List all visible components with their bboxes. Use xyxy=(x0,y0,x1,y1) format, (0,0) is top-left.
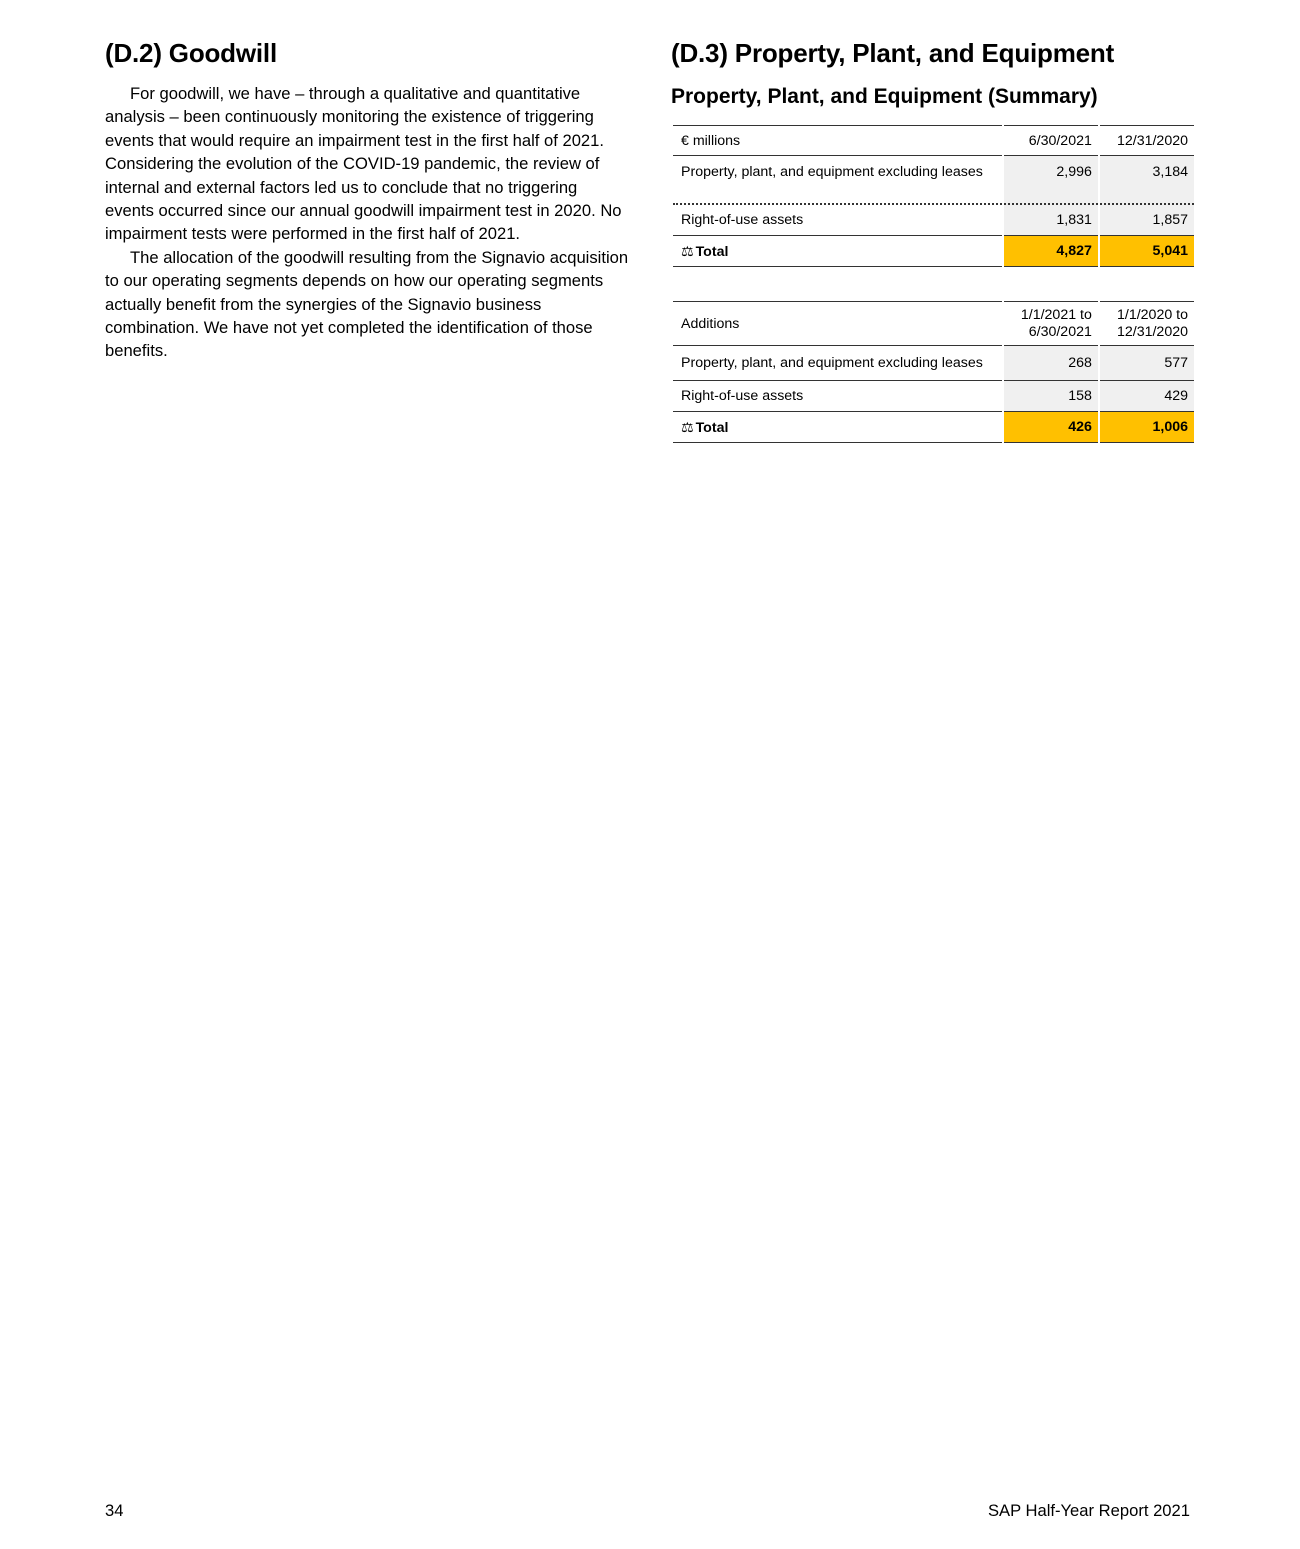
ppe-additions-table xyxy=(673,301,1194,443)
ppe-table-title: Property, Plant, and Equipment (Summary) xyxy=(671,85,1098,108)
goodwill-paragraph-2: The allocation of the goodwill resulting from the Signavio acquisition to our operating segments depends on how our operating segments actually benefit from the synergies of the Signavio business combination. We have not yet completed the identification of those benefits. xyxy=(105,247,629,361)
table-row xyxy=(673,381,1194,412)
scale-icon: ⚖ xyxy=(681,242,694,259)
table-row xyxy=(673,156,1194,205)
table-total-row xyxy=(673,236,1194,267)
row-col1: 1,831 xyxy=(1004,205,1098,236)
row-col1: 158 xyxy=(1004,381,1098,412)
table-header-row xyxy=(673,301,1194,346)
total-label: Total xyxy=(695,243,729,260)
row-col2: 3,184 xyxy=(1100,156,1194,205)
ppe-heading: (D.3) Property, Plant, and Equipment xyxy=(671,38,1115,68)
header-col1: 1/1/2021 to 6/30/2021 xyxy=(1004,301,1098,346)
table-row xyxy=(673,205,1194,236)
ppe-summary-table xyxy=(673,125,1194,267)
scale-icon: ⚖ xyxy=(681,418,694,435)
report-title: SAP Half-Year Report 2021 xyxy=(987,1501,1190,1520)
total-col1: 4,827 xyxy=(1004,236,1098,267)
row-label: Property, plant, and equipment excluding leases xyxy=(673,346,1002,381)
total-label-cell xyxy=(673,412,1002,443)
total-label: Total xyxy=(695,419,729,436)
row-col2: 1,857 xyxy=(1100,205,1194,236)
page-number: 34 xyxy=(105,1501,124,1520)
row-label: Right-of-use assets xyxy=(673,205,1002,236)
row-col2: 429 xyxy=(1100,381,1194,412)
goodwill-section xyxy=(105,36,630,363)
total-col2: 5,041 xyxy=(1100,236,1194,267)
goodwill-heading: (D.2) Goodwill xyxy=(105,38,277,68)
ppe-section xyxy=(671,36,1196,436)
row-col2: 577 xyxy=(1100,346,1194,381)
goodwill-paragraph-1: For goodwill, we have – through a qualitative and quantitative analysis – been continuously monitoring the existence of triggering events that would require an impairment test in the first half of 2021. Considering the evolution of the COVID-19 pandemic, the review of internal and external factors led us to conclude that no triggering events occurred since our annual goodwill impairment test in 2020. No impairment tests were performed in the first half of 2021. xyxy=(105,84,622,244)
header-col2: 12/31/2020 xyxy=(1100,125,1194,156)
table-total-row xyxy=(673,412,1194,443)
row-label: Right-of-use assets xyxy=(673,381,1002,412)
header-label: € millions xyxy=(673,125,1002,156)
total-col2: 1,006 xyxy=(1100,412,1194,443)
header-label: Additions xyxy=(673,301,1002,346)
table-row xyxy=(673,346,1194,381)
total-label-cell xyxy=(673,236,1002,267)
table-header-row xyxy=(673,125,1194,156)
row-label: Property, plant, and equipment excluding leases xyxy=(673,156,1002,205)
total-col1: 426 xyxy=(1004,412,1098,443)
row-col1: 268 xyxy=(1004,346,1098,381)
header-col1: 6/30/2021 xyxy=(1004,125,1098,156)
header-col2: 1/1/2020 to 12/31/2020 xyxy=(1100,301,1194,346)
row-col1: 2,996 xyxy=(1004,156,1098,205)
